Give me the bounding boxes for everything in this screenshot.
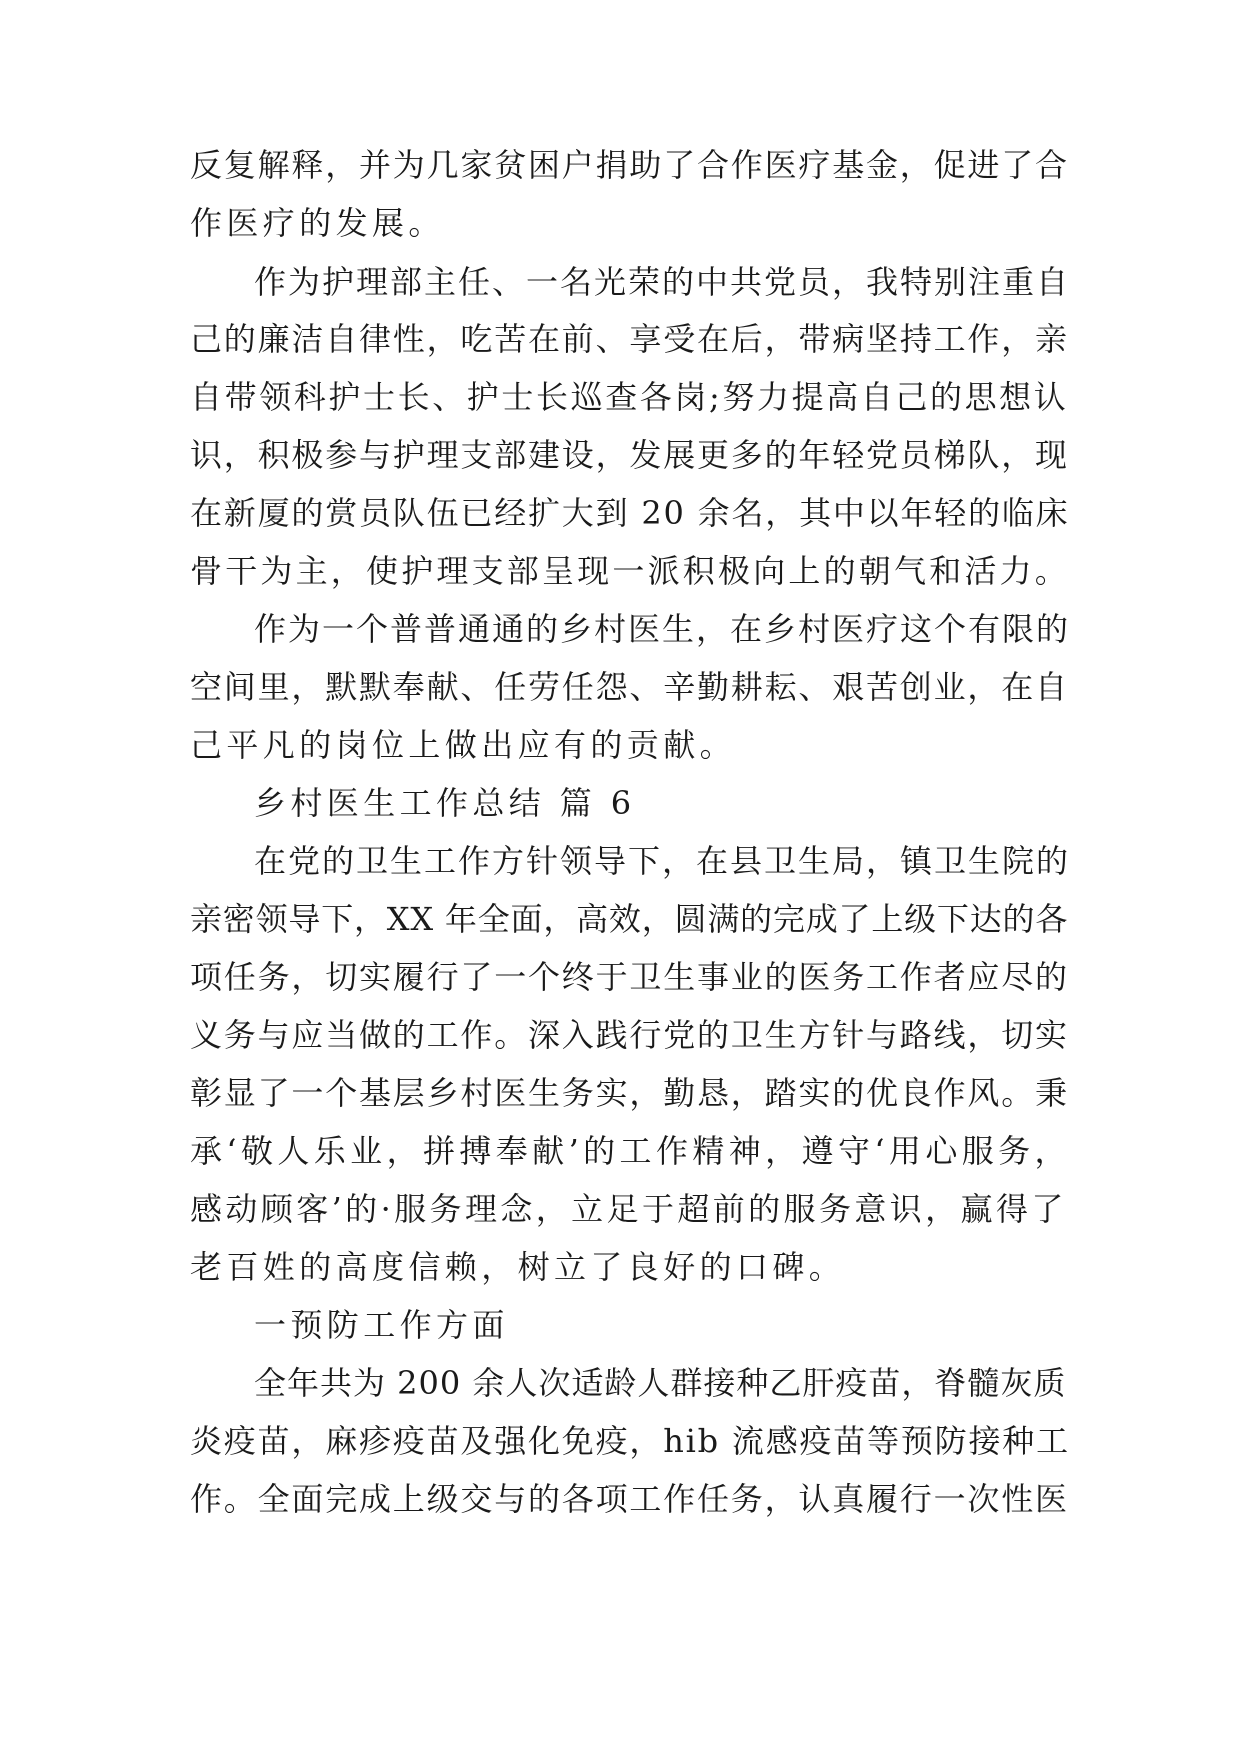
paragraph-first-line: 作为一个普普通通的乡村医生，在乡村医疗这个有限的 <box>254 610 1071 648</box>
text-line: 彰显了一个基层乡村医生务实，勤恳，踏实的优良作风。秉 <box>190 1074 1069 1112</box>
text-line: 己的廉洁自律性，吃苦在前、享受在后，带病坚持工作，亲 <box>190 320 1069 358</box>
text-line: 亲密领导下，XX 年全面，高效，圆满的完成了上级下达的各 <box>190 900 1069 938</box>
text-line: 炎疫苗，麻疹疫苗及强化免疫，hib 流感疫苗等预防接种工 <box>190 1422 1070 1460</box>
text-line: 在新厦的赏员队伍已经扩大到 20 余名，其中以年轻的临床 <box>190 494 1070 532</box>
subsection-heading: 一预防工作方面 <box>254 1306 509 1344</box>
text-line: 识，积极参与护理支部建设，发展更多的年轻党员梯队，现 <box>190 436 1069 474</box>
text-line: 承‘敬人乐业，拼搏奉献’的工作精神，遵守‘用心服务， <box>190 1132 1071 1170</box>
text-line: 项任务，切实履行了一个终于卫生事业的医务工作者应尽的 <box>190 958 1069 996</box>
text-line: 空间里，默默奉献、任劳任怨、辛勤耕耘、艰苦创业，在自 <box>190 668 1069 706</box>
paragraph-first-line: 作为护理部主任、一名光荣的中共党员，我特别注重自 <box>254 263 1071 301</box>
text-line: 作。全面完成上级交与的各项工作任务，认真履行一次性医 <box>190 1480 1069 1518</box>
text-line: 自带领科护士长、护士长巡查各岗;努力提高自己的思想认 <box>190 378 1069 416</box>
section-heading: 乡村医生工作总结 篇 6 <box>254 784 636 822</box>
paragraph-first-line: 在党的卫生工作方针领导下，在县卫生局，镇卫生院的 <box>254 842 1071 880</box>
text-line: 老百姓的高度信赖，树立了良好的口碑。 <box>190 1248 846 1286</box>
text-line: 义务与应当做的工作。深入践行党的卫生方针与路线，切实 <box>190 1016 1069 1054</box>
text-line: 骨干为主，使护理支部呈现一派积极向上的朝气和活力。 <box>190 552 1071 590</box>
text-line: 己平凡的岗位上做出应有的贡献。 <box>190 726 737 764</box>
text-line: 反复解释，并为几家贫困户捐助了合作医疗基金，促进了合 <box>190 146 1069 184</box>
text-line: 作医疗的发展。 <box>190 204 445 242</box>
paragraph-first-line: 全年共为 200 余人次适龄人群接种乙肝疫苗，脊髓灰质 <box>254 1364 1067 1402</box>
text-line: 感动顾客’的·服务理念，立足于超前的服务意识，赢得了 <box>190 1190 1067 1228</box>
